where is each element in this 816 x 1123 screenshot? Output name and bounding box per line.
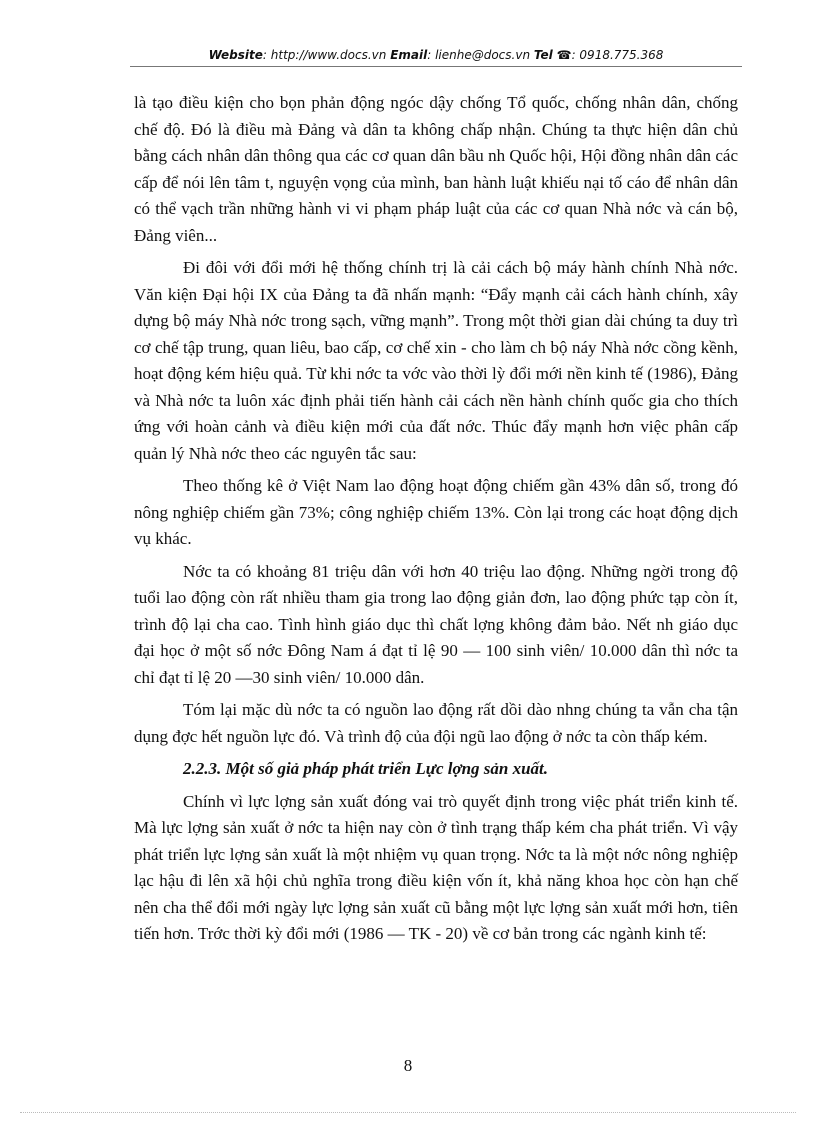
header-divider	[130, 66, 742, 67]
paragraph-2: Đi đôi với đổi mới hệ thống chính trị là cải cách bộ máy hành chính Nhà nớc. Văn kiện Đại hội IX của Đảng ta đã nhấn mạnh: “Đẩy mạnh cải cách hành chính, xây dựng bộ máy Nhà nớc trong sạch, vững mạnh”. Trong một thời gian dài chúng ta duy trì cơ chế tập trung, quan liêu, bao cấp, cơ chế xin - cho làm ch bộ náy Nhà nớc cồng kềnh, hoạt động kém hiệu quả. Từ khi nớc ta vớc vào thời lỳ đổi mới nền kinh tế (1986), Đảng và Nhà nớc ta luôn xác định phải tiến hành cải cách nền hành chính quốc gia cho thích ứng với hoàn cảnh và điều kiện mới của đất nớc. Thúc đẩy mạnh hơn việc phân cấp quản lý Nhà nớc theo các nguyên tắc sau:	[134, 258, 738, 463]
paragraph-5: Tóm lại mặc dù nớc ta có nguồn lao động rất dồi dào nhng chúng ta vẫn cha tận dụng đợc hết nguồn lực đó. Và trình độ của đội ngũ lao động ở nớc ta còn thấp kém.	[134, 700, 738, 746]
tel-number: : 0918.775.368	[571, 48, 664, 62]
phone-icon: ☎	[556, 48, 572, 62]
email-label: Email	[390, 48, 428, 62]
document-body	[134, 90, 738, 954]
paragraph-4: Nớc ta có khoảng 81 triệu dân với hơn 40 triệu lao động. Những ngời trong độ tuổi lao động còn rất nhiều tham gia trong lao động giản đơn, lao động phức tạp còn ít, trình độ lại cha cao. Tình hình giáo dục thì chất lợng không đảm bảo. Nết nh giáo dục đại học ở một số nớc Đông Nam á đạt tỉ lệ 90 — 100 sinh viên/ 10.000 dân thì nớc ta chỉ đạt tỉ lệ 20 —30 sinh viên/ 10.000 dân.	[134, 561, 738, 687]
paragraph-1: là tạo điều kiện cho bọn phản động ngóc dậy chống Tổ quốc, chống nhân dân, chống chế độ. Đó là điều mà Đảng và dân ta không chấp nhận. Chúng ta thực hiện dân chủ bằng cách nhân dân thông qua các cơ quan dân bầu nh Quốc hội, Hội đồng nhân dân các cấp để nói lên tâm t, nguyện vọng của mình, ban hành luật khiếu nại tố cáo để nhân dân có thể vạch trần những hành vi vi phạm pháp luật của các cơ quan Nhà nớc và cán bộ, Đảng viên...	[134, 93, 738, 245]
paragraph-6: Chính vì lực lợng sản xuất đóng vai trò quyết định trong việc phát triển kinh tế. Mà lực lợng sản xuất ở nớc ta hiện nay còn ở tình trạng thấp kém cha phát triển. Vì vậy phát triển lực lợng sản xuất là một nhiệm vụ quan trọng. Nớc ta là một nớc nông nghiệp lạc hậu đi lên xã hội chủ nghĩa trong điều kiện vốn ít, khả năng khoa học còn hạn chế nên cha thể đổi mới ngày lực lợng sản xuất cũ bằng một lực lợng sản xuất mới hơn, tiên tiến hơn. Trớc thời kỳ đổi mới (1986 — TK - 20) về cơ bản trong các ngành kinh tế:	[134, 791, 738, 943]
page-number: 8	[403, 1056, 413, 1075]
page-bottom-border	[20, 1112, 796, 1113]
email-address: : lienhe@docs.vn	[427, 48, 531, 62]
website-url: : http://www.docs.vn	[262, 48, 387, 62]
tel-label: Tel	[533, 48, 553, 62]
section-heading: 2.2.3. Một số giả pháp phát triển Lực lợng sản xuất.	[183, 759, 549, 778]
website-label: Website	[208, 48, 263, 62]
paragraph-3: Theo thống kê ở Việt Nam lao động hoạt động chiếm gần 43% dân số, trong đó nông nghiệp chiếm gần 73%; công nghiệp chiếm 13%. Còn lại trong các hoạt động dịch vụ khác.	[134, 476, 738, 548]
page-header	[130, 48, 742, 62]
